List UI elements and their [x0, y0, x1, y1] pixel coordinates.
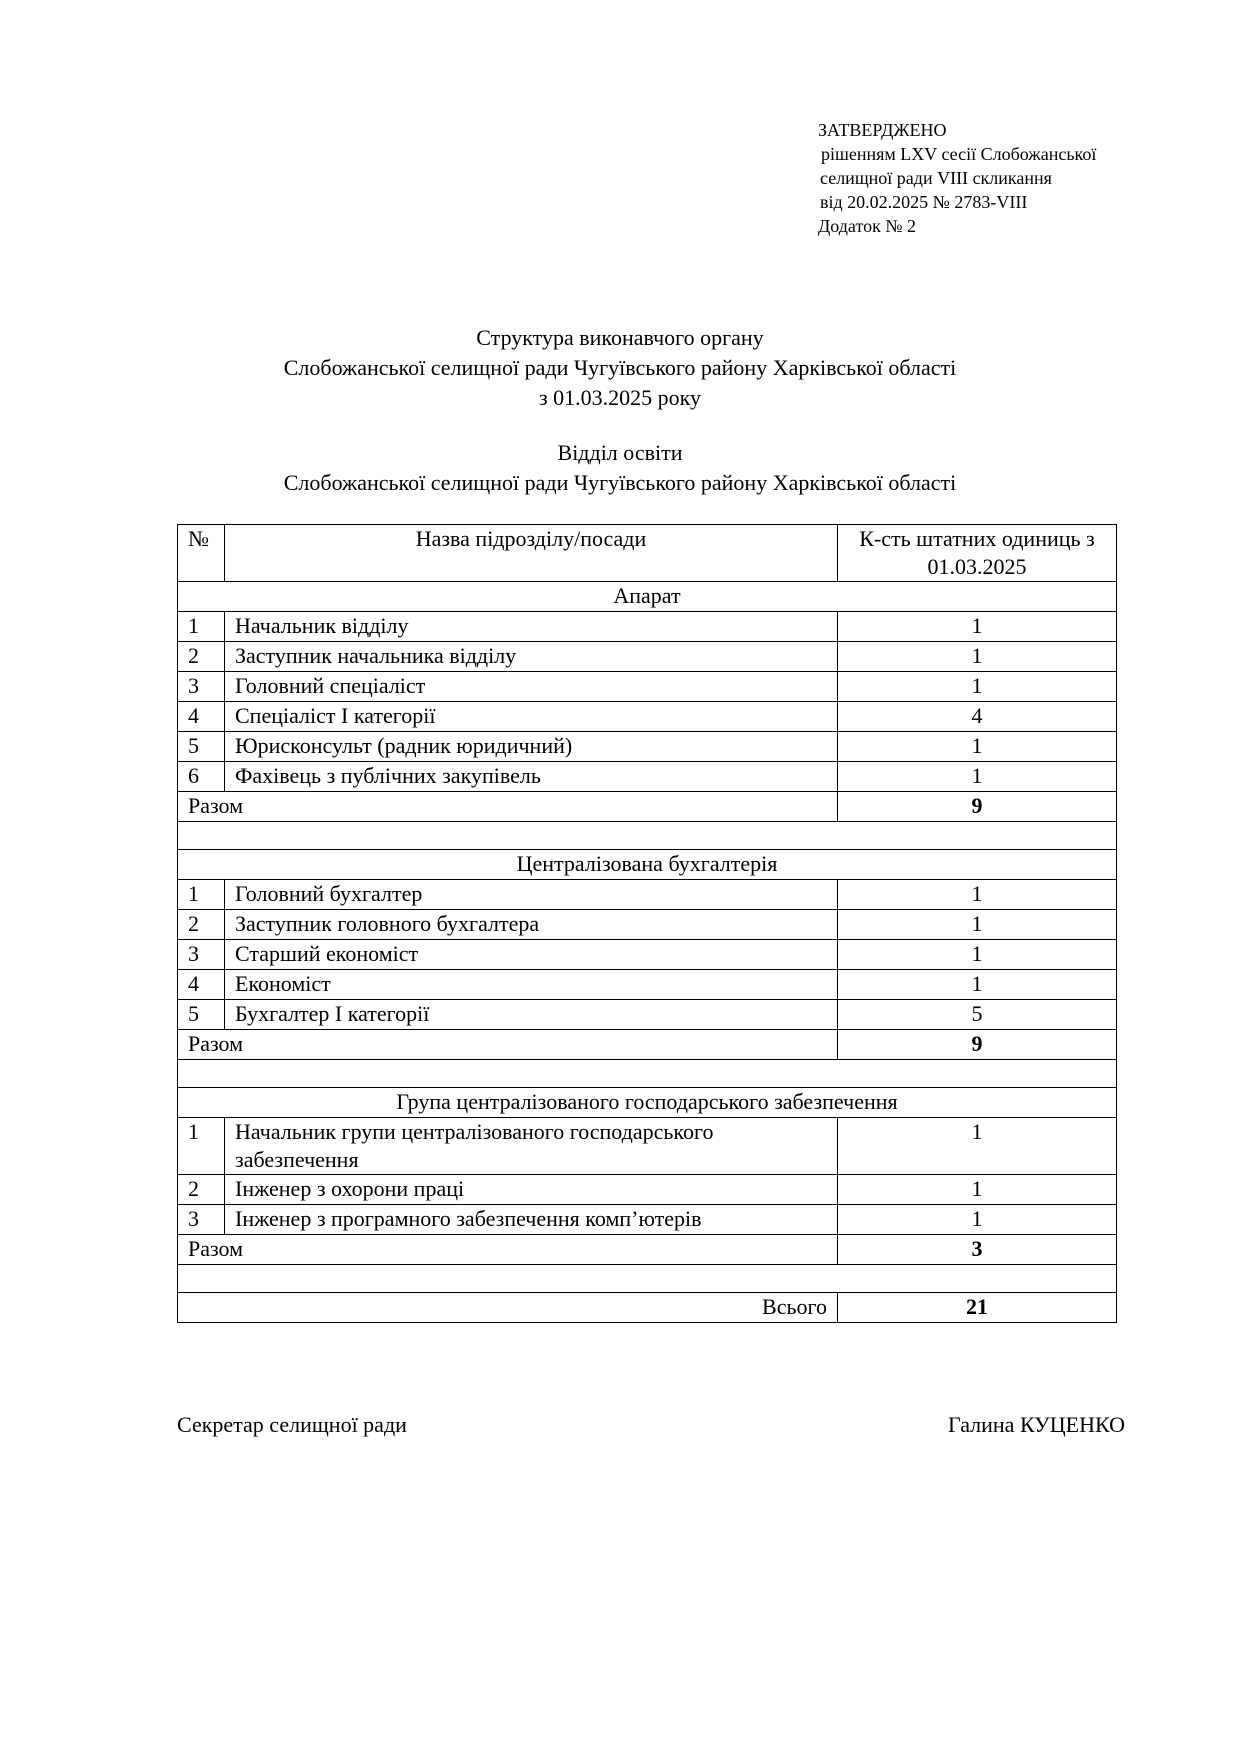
- subtotal-row: [178, 792, 1117, 822]
- row-count: 1: [838, 1205, 1117, 1235]
- row-count: 1: [838, 672, 1117, 702]
- row-name: Головний спеціаліст: [225, 672, 838, 702]
- row-name: Старший економіст: [225, 940, 838, 970]
- table-row: [178, 762, 1117, 792]
- row-count: 4: [838, 702, 1117, 732]
- table-row: [178, 732, 1117, 762]
- row-name: Заступник головного бухгалтера: [225, 910, 838, 940]
- approval-line: ЗАТВЕРДЖЕНО: [818, 120, 947, 140]
- row-name: Інженер з програмного забезпечення комп’ютерів: [225, 1205, 838, 1235]
- section-title: Група централізованого господарського забезпечення: [178, 1088, 1117, 1118]
- row-num: 3: [178, 1205, 225, 1235]
- subtotal-row: [178, 1235, 1117, 1265]
- table-header-row: [178, 525, 1117, 582]
- row-count: 1: [838, 612, 1117, 642]
- title-line: Слобожанської селищної ради Чугуївського району Харківської області: [283, 355, 957, 380]
- spacer-cell: [178, 822, 1117, 850]
- header-num: №: [178, 525, 225, 582]
- row-name: Начальник відділу: [225, 612, 838, 642]
- spacer-cell: [178, 1265, 1117, 1293]
- spacer-row: [178, 1265, 1117, 1293]
- row-count: 1: [838, 642, 1117, 672]
- subtotal-value: 3: [838, 1235, 1117, 1265]
- spacer-row: [178, 1060, 1117, 1088]
- approval-line: селищної ради VIII скликання: [820, 168, 1052, 188]
- table-row: [178, 910, 1117, 940]
- row-count: 1: [838, 910, 1117, 940]
- row-count: 5: [838, 1000, 1117, 1030]
- subtitle-line: Відділ освіти: [557, 440, 683, 465]
- spacer-row: [178, 822, 1117, 850]
- table-row: [178, 702, 1117, 732]
- section-title-row: [178, 1088, 1117, 1118]
- row-count: 1: [838, 970, 1117, 1000]
- section-title: Централізована бухгалтерія: [178, 850, 1117, 880]
- table-row: [178, 940, 1117, 970]
- row-name: Інженер з охорони праці: [225, 1175, 838, 1205]
- row-count: 1: [838, 1118, 1117, 1175]
- row-num: 2: [178, 910, 225, 940]
- row-num: 5: [178, 732, 225, 762]
- department-title: [0, 438, 1240, 498]
- section-title-row: [178, 850, 1117, 880]
- subtotal-row: [178, 1030, 1117, 1060]
- row-num: 3: [178, 940, 225, 970]
- table-row: [178, 612, 1117, 642]
- row-num: 5: [178, 1000, 225, 1030]
- approval-line: від 20.02.2025 № 2783-VIII: [820, 192, 1028, 212]
- staff-table: [177, 524, 1117, 1323]
- row-num: 1: [178, 880, 225, 910]
- row-count: 1: [838, 1175, 1117, 1205]
- spacer-cell: [178, 1060, 1117, 1088]
- table-row: [178, 672, 1117, 702]
- grand-total-label: Всього: [178, 1293, 838, 1323]
- section-title-row: [178, 582, 1117, 612]
- subtotal-value: 9: [838, 792, 1117, 822]
- row-name: Фахівець з публічних закупівель: [225, 762, 838, 792]
- table-row: [178, 970, 1117, 1000]
- title-line: з 01.03.2025 року: [538, 385, 702, 410]
- row-num: 4: [178, 970, 225, 1000]
- header-count: К-сть штатних одиниць з 01.03.2025: [838, 525, 1117, 582]
- subtotal-label: Разом: [178, 792, 838, 822]
- row-num: 1: [178, 1118, 225, 1175]
- signature-position: Секретар селищної ради: [177, 1412, 407, 1437]
- row-name: Економіст: [225, 970, 838, 1000]
- approval-line: рішенням LXV сесії Слобожанської: [821, 144, 1097, 164]
- table-row: [178, 1118, 1117, 1175]
- row-count: 1: [838, 762, 1117, 792]
- subtitle-line: Слобожанської селищної ради Чугуївського району Харківської області: [283, 470, 957, 495]
- row-num: 2: [178, 642, 225, 672]
- grand-total-value: 21: [838, 1293, 1117, 1323]
- row-name: Заступник начальника відділу: [225, 642, 838, 672]
- row-num: 2: [178, 1175, 225, 1205]
- header-name: Назва підрозділу/посади: [225, 525, 838, 582]
- row-count: 1: [838, 732, 1117, 762]
- document-title: [0, 323, 1240, 413]
- row-name: Головний бухгалтер: [225, 880, 838, 910]
- row-name: Юрисконсульт (радник юридичний): [225, 732, 838, 762]
- approval-line: Додаток № 2: [818, 216, 916, 236]
- row-count: 1: [838, 940, 1117, 970]
- row-name: Начальник групи централізованого господарського забезпечення: [225, 1118, 838, 1175]
- table-row: [178, 1205, 1117, 1235]
- section-title: Апарат: [178, 582, 1117, 612]
- row-name: Спеціаліст І категорії: [225, 702, 838, 732]
- row-num: 6: [178, 762, 225, 792]
- row-count: 1: [838, 880, 1117, 910]
- approval-block: [818, 118, 1096, 238]
- table-row: [178, 880, 1117, 910]
- title-line: Структура виконавчого органу: [476, 325, 764, 350]
- signature-name: Галина КУЦЕНКО: [948, 1412, 1125, 1437]
- table-row: [178, 642, 1117, 672]
- grand-total-row: [178, 1293, 1117, 1323]
- table-row: [178, 1000, 1117, 1030]
- row-num: 4: [178, 702, 225, 732]
- subtotal-label: Разом: [178, 1235, 838, 1265]
- row-num: 3: [178, 672, 225, 702]
- table-row: [178, 1175, 1117, 1205]
- row-num: 1: [178, 612, 225, 642]
- row-name: Бухгалтер І категорії: [225, 1000, 838, 1030]
- subtotal-label: Разом: [178, 1030, 838, 1060]
- subtotal-value: 9: [838, 1030, 1117, 1060]
